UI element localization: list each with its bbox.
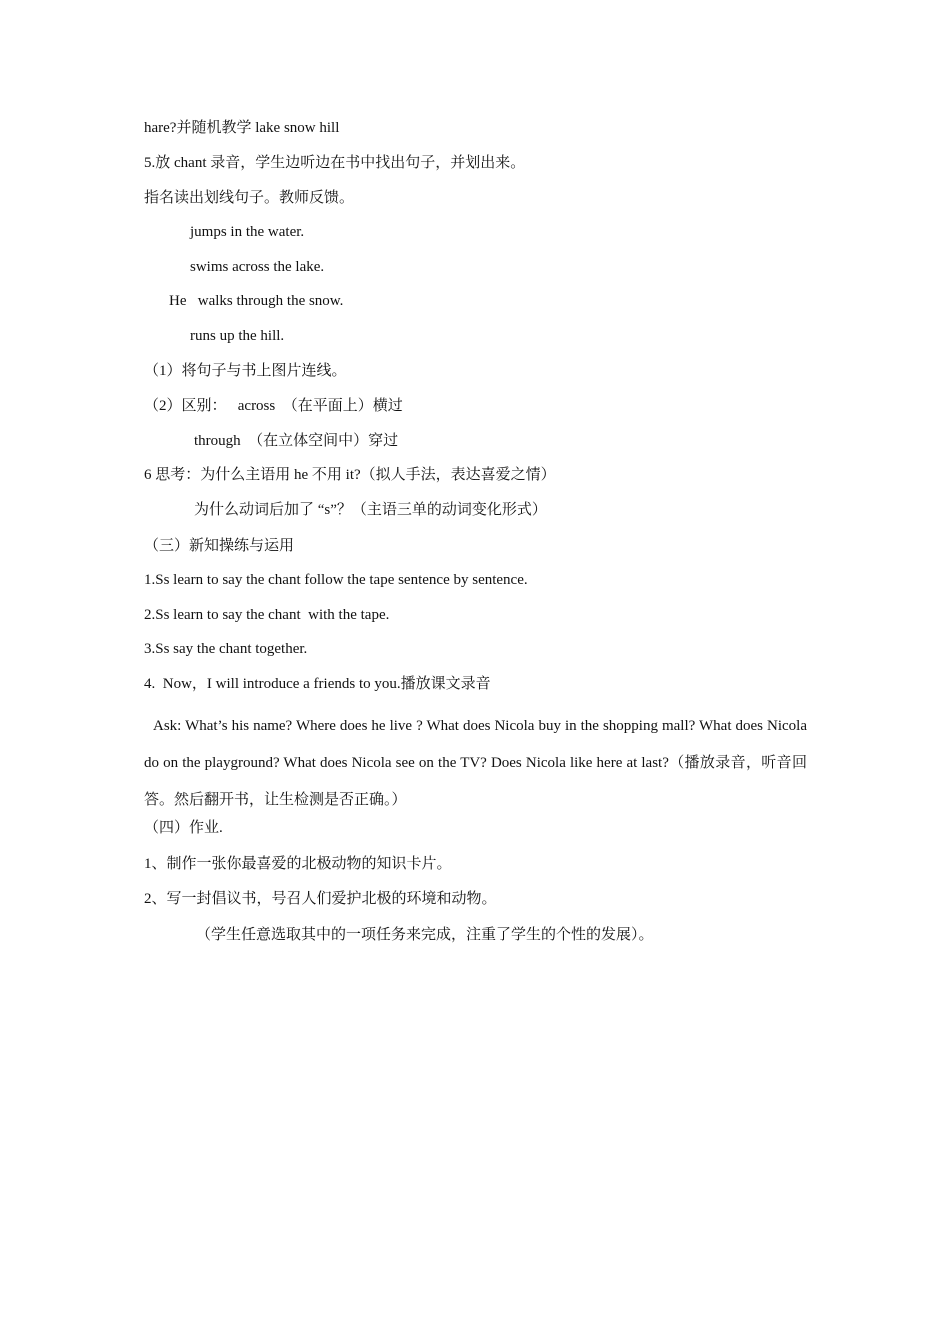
- homework-item-1: 1、制作一张你最喜爱的北极动物的知识卡片。: [144, 856, 452, 872]
- ask-paragraph: [144, 708, 807, 819]
- text-line-think-he: 6 思考：为什么主语用 he 不用 it?（拟人手法，表达喜爱之情）: [144, 467, 556, 483]
- ask-paragraph-text: Ask: What’s his name? Where does he live ? What does Nicola buy in the shopping mall? What does Nicola do on the playground? What does Nicola see on the TV? Does Nicola like here at last?（播放录音，听音回答。然后翻开书，让生检测是否正确。）: [144, 718, 807, 808]
- text-line-match-pictures: （1）将句子与书上图片连线。: [144, 363, 347, 379]
- text-line-distinguish-across: （2）区别： across （在平面上）横过: [144, 398, 403, 414]
- text-line-through: through （在立体空间中）穿过: [194, 433, 399, 449]
- text-line-practice-2: 2.Ss learn to say the chant with the tape.: [144, 607, 390, 623]
- text-line-practice-3: 3.Ss say the chant together.: [144, 641, 308, 657]
- text-line-practice-4: 4. Now，I will introduce a friends to you.播放课文录音: [144, 676, 491, 692]
- chant-line-swims: swims across the lake.: [190, 259, 325, 275]
- homework-note: （学生任意选取其中的一项任务来完成，注重了学生的个性的发展）。: [196, 927, 654, 943]
- text-line-step-5: 5.放 chant 录音，学生边听边在书中找出句子，并划出来。: [144, 155, 526, 171]
- chant-line-jumps: jumps in the water.: [190, 224, 305, 240]
- text-line-think-s: 为什么动词后加了 “s”？（主语三单的动词变化形式）: [194, 502, 547, 518]
- chant-line-runs: runs up the hill.: [190, 328, 285, 344]
- text-line-read-sentences: 指名读出划线句子。教师反馈。: [144, 190, 355, 206]
- section-heading-homework: （四）作业.: [144, 820, 223, 836]
- text-line-hare: hare?并随机教学 lake snow hill: [144, 120, 340, 136]
- homework-item-2: 2、写一封倡议书，号召人们爱护北极的环境和动物。: [144, 891, 497, 907]
- section-heading-practice: （三）新知操练与运用: [144, 538, 295, 554]
- text-line-practice-1: 1.Ss learn to say the chant follow the tape sentence by sentence.: [144, 572, 528, 588]
- chant-line-walks: He walks through the snow.: [169, 293, 344, 309]
